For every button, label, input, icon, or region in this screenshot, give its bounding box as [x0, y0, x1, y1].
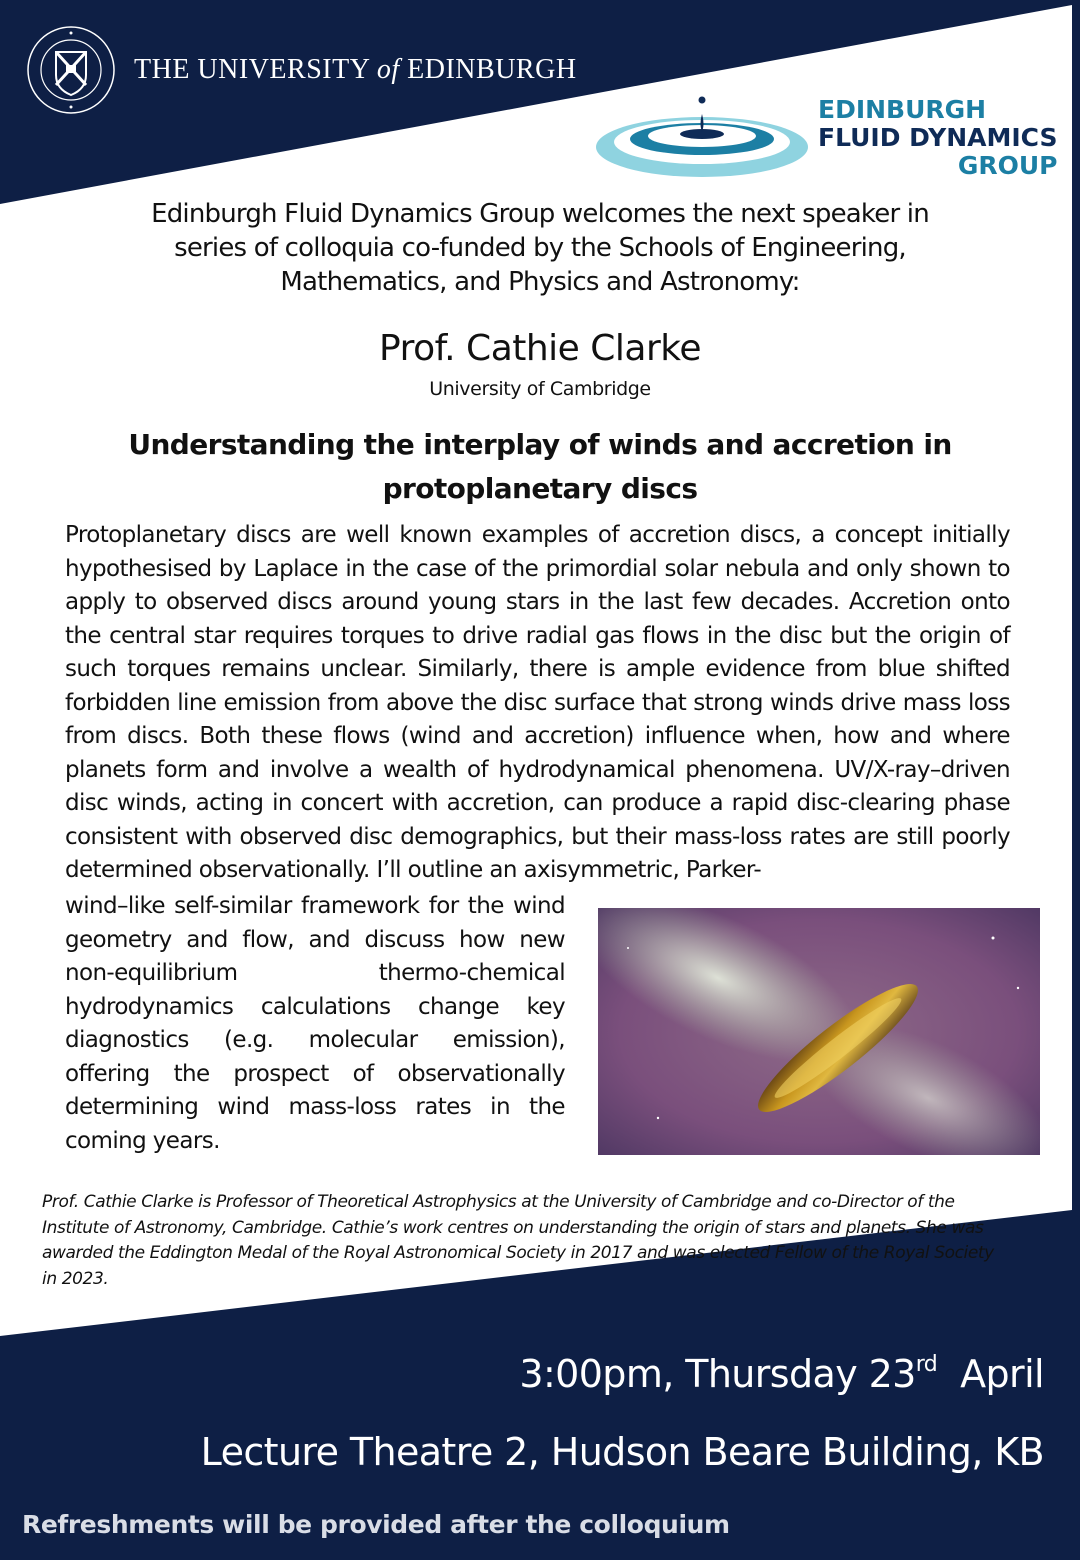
abstract-paragraph-2: wind–like self-similar framework for the wind geometry and flow, and discuss how new non-equilibrium thermo-chemical hydrodynamics calculations change key diagnostics (e.g. molecular emission), offering the prospect of observationally determining wind mass-loss rates in the coming years.	[65, 893, 565, 1154]
speaker-bio	[42, 1190, 1002, 1292]
university-crest-icon	[26, 25, 116, 115]
refreshments-note: Refreshments will be provided after the colloquium	[22, 1510, 730, 1539]
event-time-month: April	[937, 1352, 1044, 1396]
group-name-line2: FLUID DYNAMICS	[818, 123, 1058, 152]
fluid-dynamics-group-name	[818, 96, 1057, 180]
group-name-line3: GROUP	[957, 151, 1058, 180]
intro-group-name: Edinburgh Fluid Dynamics Group	[151, 199, 555, 229]
university-name	[134, 54, 577, 86]
speaker-affiliation: University of Cambridge	[429, 378, 651, 400]
university-name-of: of	[376, 54, 400, 85]
bio-speaker-name: Prof. Cathie Clarke	[42, 1192, 194, 1212]
intro-paragraph	[120, 197, 960, 299]
university-name-pre: THE UNIVERSITY	[134, 54, 377, 85]
group-name-line1: EDINBURGH	[818, 95, 987, 124]
university-name-post: EDINBURGH	[399, 54, 577, 85]
speaker-name: Prof. Cathie Clarke	[379, 328, 701, 369]
talk-title: Understanding the interplay of winds and accretion in protoplanetary discs	[128, 428, 952, 505]
event-time-main: 3:00pm, Thursday 23	[519, 1352, 916, 1396]
university-logo	[26, 20, 577, 120]
fluid-dynamics-ripple-logo-icon	[595, 92, 810, 182]
event-time-ordinal: rd	[915, 1352, 938, 1377]
protoplanetary-disc-image	[598, 908, 1040, 1155]
event-venue: Lecture Theatre 2, Hudson Beare Building, KB	[200, 1430, 1044, 1474]
abstract-paragraph-1: Protoplanetary discs are well known examples of accretion discs, a concept initially hypothesised by Laplace in the case of the primordial solar nebula and only shown to apply to observed discs around young stars in the last few decades. Accretion onto the central star requires torques to drive radial gas flows in the disc but the origin of such torques remains unclear. Similarly, there is ample evidence from blue shifted forbidden line emission from above the disc surface that strong winds drive mass loss from discs. Both these flows (wind and accretion) influence when, how and where planets form and involve a wealth of hydrodynamical phenomena. UV/X-ray–driven disc winds, acting in concert with accretion, can produce a rapid disc-clearing phase consistent with observed disc demographics, but their mass-loss rates are still poorly determined observationally. I’ll outline an axisymmetric, Parker-	[65, 522, 1010, 883]
intro-text: welcomes the next speaker in series of colloquia co-funded by the Schools of Engineering, Mathematics, and Physics and Astronomy:	[174, 199, 929, 297]
event-time	[519, 1352, 1044, 1396]
bio-text: is Professor of Theoretical Astrophysics at the University of Cambridge and co-Director of the Institute of Astronomy, Cambridge. Cathie’s work centres on understanding the origin of stars and planets. She was awarded the Eddington Medal of the Royal Astronomical Society in 2017 and was elected Fellow of the Royal Society in 2023.	[42, 1192, 994, 1289]
